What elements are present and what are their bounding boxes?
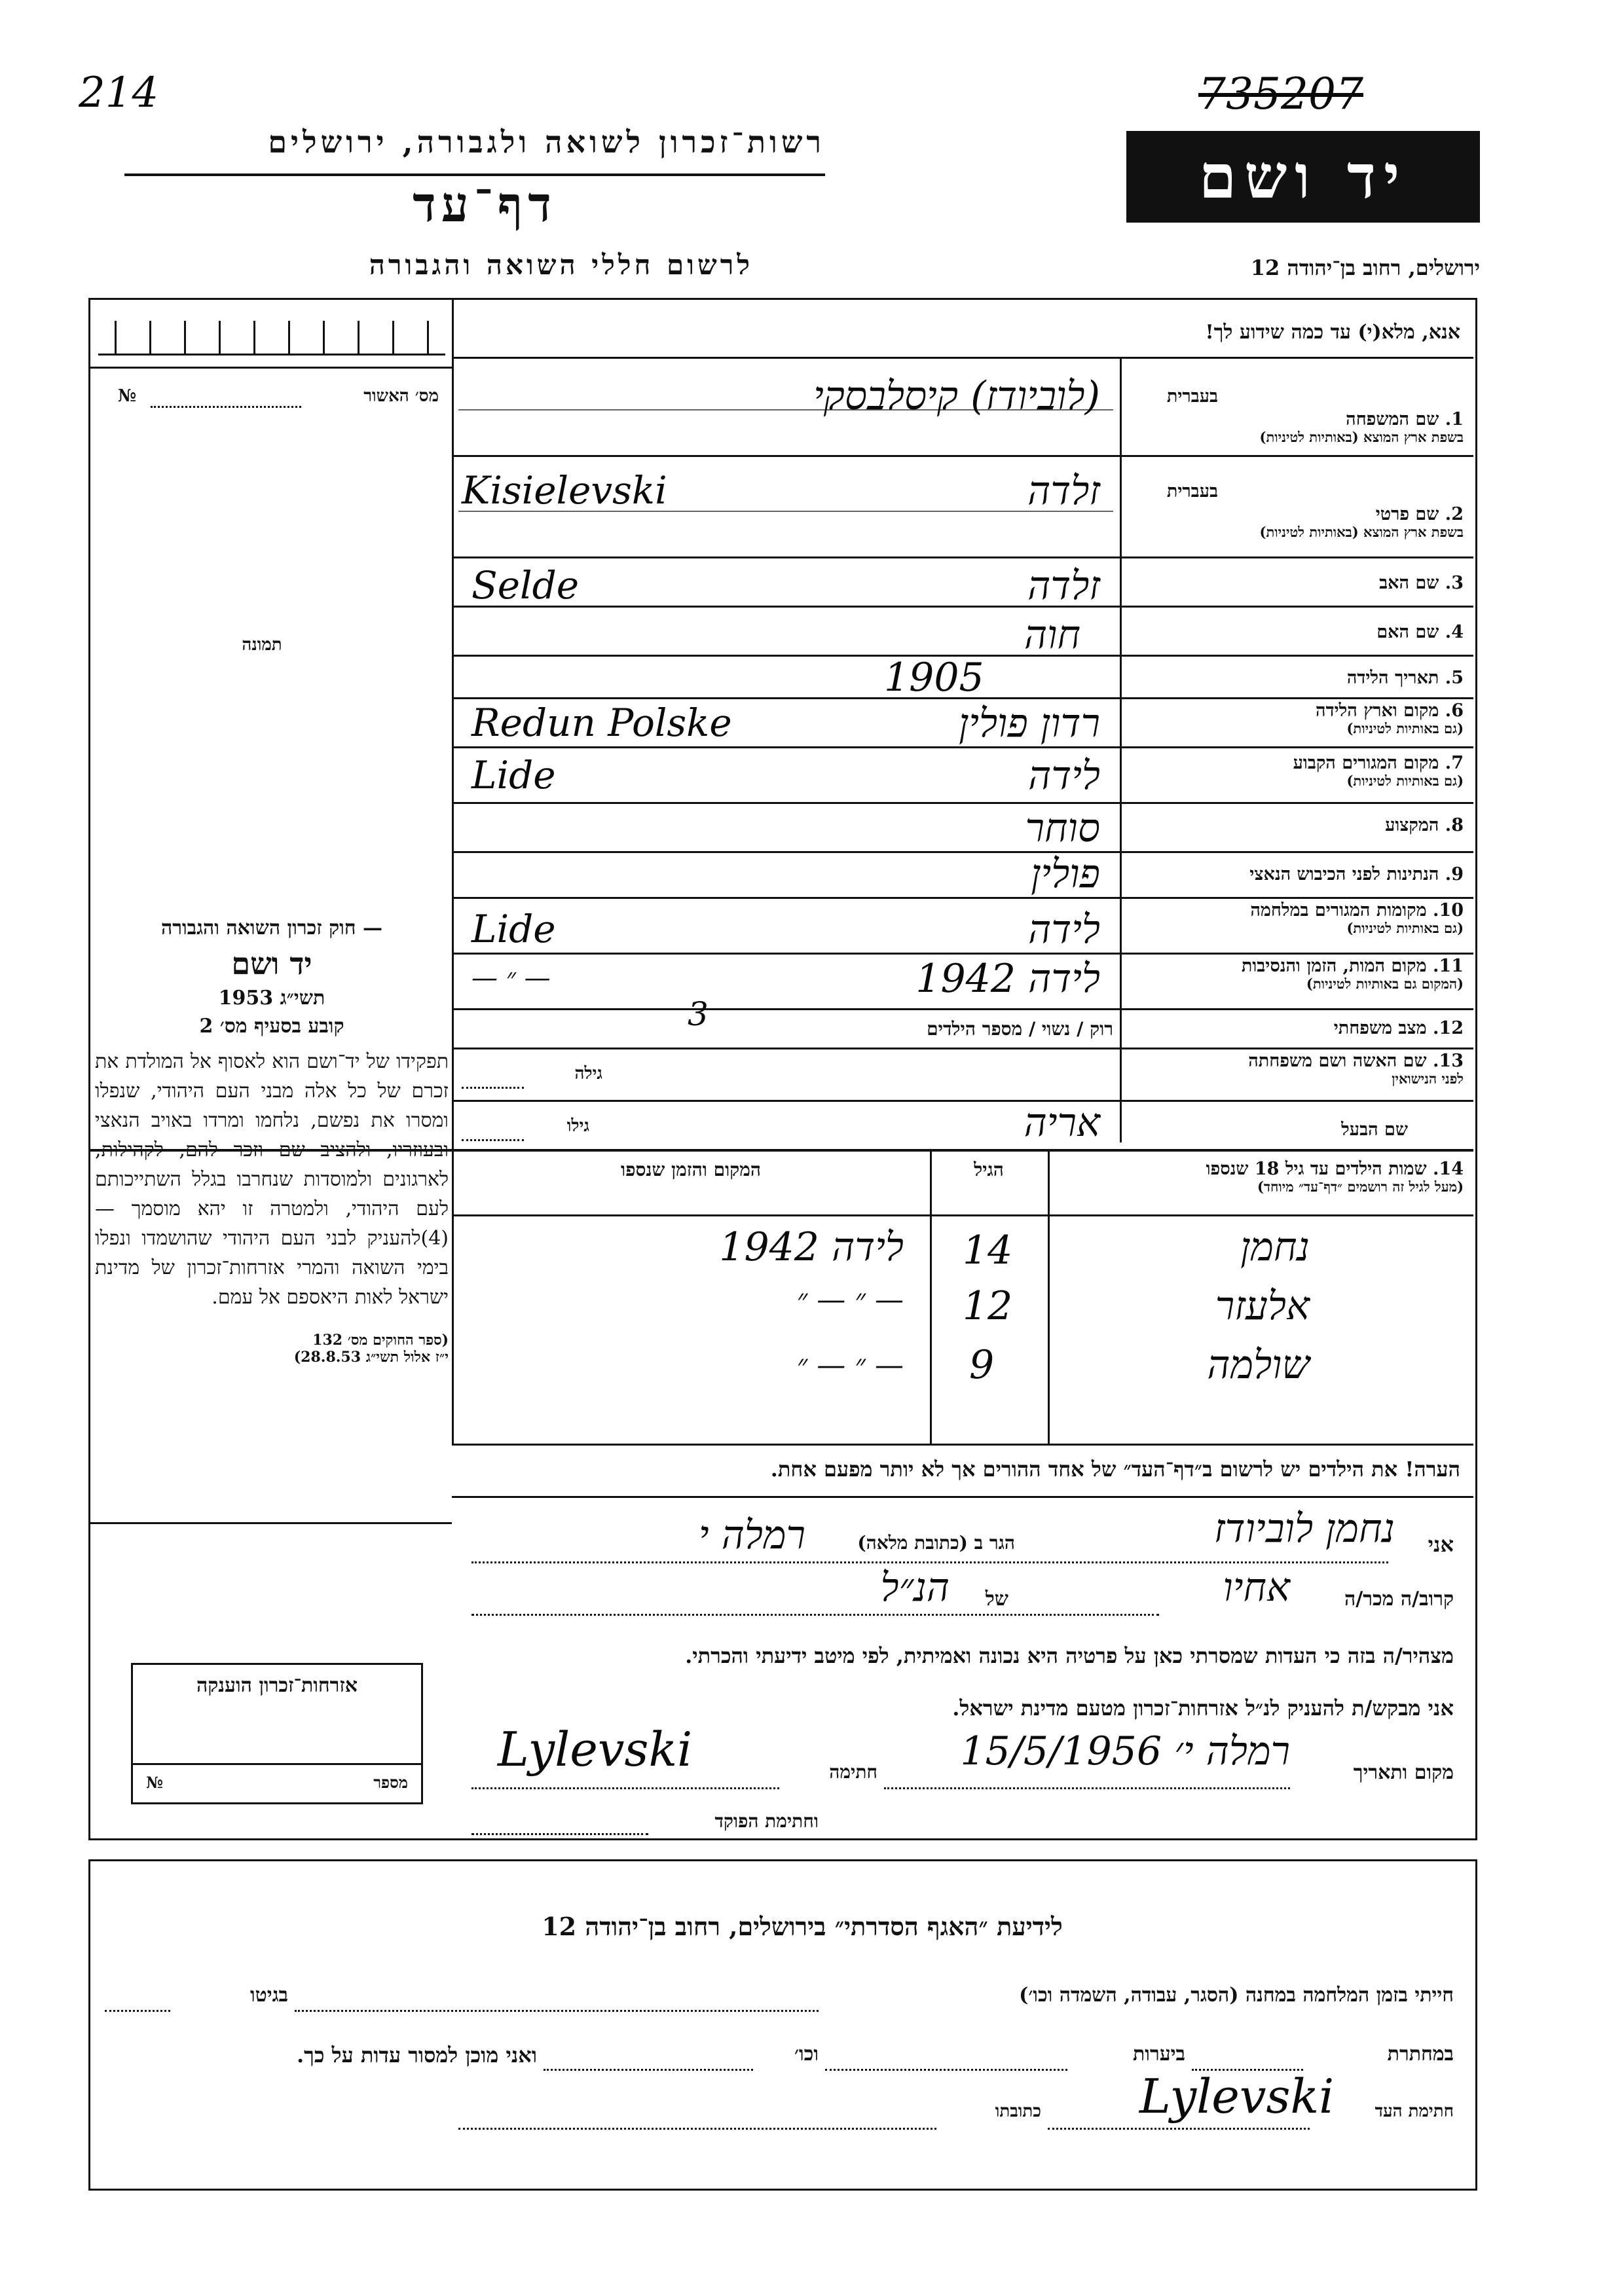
child-2-name: אלעזר bbox=[1215, 1283, 1310, 1329]
i-label: אני bbox=[1428, 1532, 1454, 1557]
page-title: דף־עד bbox=[413, 177, 557, 233]
field-1-num: 1. bbox=[1445, 409, 1464, 429]
logo-text: יד ושם bbox=[1198, 141, 1408, 212]
field-10-label bbox=[1126, 900, 1464, 936]
note: הערה! את הילדים יש לרשום ב״דף־העד״ של אחד ההורים אך לא יותר מפעם אחת. bbox=[770, 1457, 1460, 1482]
children-count: 3 bbox=[688, 995, 709, 1033]
field-11-value-lat: — ״ — bbox=[471, 963, 551, 993]
field-12-label bbox=[1126, 1018, 1464, 1038]
certificate-no-label: מס׳ האשור bbox=[363, 386, 439, 406]
citizenship-no-abbrev: № bbox=[146, 1773, 164, 1792]
field-11-value-he: לידה 1942 bbox=[915, 956, 1100, 1002]
field-9-label bbox=[1126, 864, 1464, 884]
col-place-header: המקום והזמן שנספו bbox=[621, 1159, 761, 1180]
registration-ticks bbox=[98, 321, 445, 355]
no-abbrev: № bbox=[118, 386, 137, 406]
signature-label: חתימה bbox=[829, 1761, 877, 1783]
citizenship-number-label: מספר bbox=[373, 1773, 408, 1792]
field-10-sub: (גם באותיות לטיניות) bbox=[1346, 920, 1464, 937]
field-7-value-lat: Lide bbox=[471, 753, 556, 797]
field-10-value-lat: Lide bbox=[471, 907, 556, 951]
field-11-label bbox=[1126, 956, 1464, 992]
child-1-name: נחמן bbox=[1240, 1224, 1310, 1270]
field-1-title: שם המשפחה bbox=[1346, 409, 1439, 429]
field-10-num: 10. bbox=[1433, 900, 1464, 920]
bottom-signature-value: Lylevski bbox=[1139, 2069, 1335, 2124]
of-label: של bbox=[985, 1588, 1008, 1611]
signature-value: Lylevski bbox=[498, 1722, 693, 1777]
in-hebrew-1: בעברית bbox=[1166, 386, 1218, 407]
wife-age-label: גילה bbox=[574, 1064, 602, 1084]
law-ref-1: (ספר החוקים מס׳ 132 bbox=[312, 1332, 449, 1349]
request: אני מבקש/ת להעניק לנ״ל אזרחות־זכרון מטעם מדינת ישראל. bbox=[952, 1696, 1454, 1721]
citizenship-title: אזרחות־זכרון הוענקה bbox=[196, 1674, 358, 1697]
field-11-title: מקום המות, הזמן והנסיבות bbox=[1241, 956, 1427, 976]
field-5-label bbox=[1126, 668, 1464, 688]
field-1-value: (לוביודז) קיסלבסקי bbox=[813, 373, 1100, 419]
field-5-title: תאריך הלידה bbox=[1346, 668, 1439, 688]
address: ירושלים, רחוב בן־יהודה 12 bbox=[1250, 255, 1480, 280]
field-9-value: פולין bbox=[1031, 851, 1100, 897]
bottom-etc: וכו׳ bbox=[794, 2043, 819, 2066]
children-title-text: שמות הילדים עד גיל 18 שנספו bbox=[1206, 1159, 1427, 1179]
field-8-label bbox=[1126, 815, 1464, 835]
field-2-value-lat: Kisielevski bbox=[462, 468, 667, 513]
field-4-value: חוה bbox=[1024, 612, 1080, 658]
field-3-title: שם האב bbox=[1379, 573, 1439, 593]
field-7-sub: (גם באותיות לטיניות) bbox=[1346, 773, 1464, 790]
place-date-value: רמלה י׳ 15/5/1956 bbox=[960, 1728, 1290, 1774]
field-12-num: 12. bbox=[1433, 1018, 1464, 1038]
field-3-label bbox=[1126, 573, 1464, 593]
field-9-title: הנתינות לפני הכיבוש הנאצי bbox=[1249, 864, 1439, 884]
law-name: יד ושם bbox=[231, 946, 312, 981]
child-1-place: לידה 1942 bbox=[719, 1224, 904, 1270]
authority-name: רשות־זכרון לשואה ולגבורה, ירושלים bbox=[268, 124, 825, 160]
form-subtitle: לרשום חללי השואה והגבורה bbox=[369, 249, 753, 281]
citizenship-box bbox=[131, 1663, 423, 1804]
law-year-he: תשי״ג bbox=[280, 987, 325, 1010]
field-2-num: 2. bbox=[1445, 504, 1464, 524]
child-1-age: 14 bbox=[963, 1228, 1013, 1273]
husband-age-label: גילו bbox=[566, 1116, 589, 1136]
children-subtitle: (מעל לגיל זה רושמים ״דף־עד״ מיוחד) bbox=[1257, 1178, 1464, 1195]
marital-status-text: רוק / נשוי / מספר הילדים bbox=[927, 1018, 1113, 1040]
relation-value: אחיו bbox=[1223, 1565, 1290, 1611]
field-13-num: 13. bbox=[1433, 1051, 1464, 1071]
statement: מצהיר/ה בזה כי העדות שמסרתי כאן על פרטיה היא נכונה ואמיתית, לפי מיטב ידיעתי והכרתי. bbox=[685, 1643, 1454, 1668]
child-2-age: 12 bbox=[963, 1283, 1013, 1329]
in-hebrew-2: בעברית bbox=[1166, 481, 1218, 501]
witness-name: נחמן לוביודז bbox=[1213, 1506, 1395, 1552]
child-3-place: — ״ — ״ bbox=[796, 1349, 904, 1382]
field-4-num: 4. bbox=[1445, 622, 1464, 642]
bottom-title: לידיעת ״האגף הסדרתי״ בירושלים, רחוב בן־יהודה 12 bbox=[542, 1912, 1063, 1941]
law-title: — חוק זכרון השואה והגבורה bbox=[161, 917, 382, 939]
child-2-place: — ״ — ״ bbox=[796, 1283, 904, 1317]
field-13-label bbox=[1126, 1051, 1464, 1087]
archive-number: 735207 bbox=[1198, 69, 1363, 119]
field-7-title: מקום המגורים הקבוע bbox=[1293, 753, 1439, 773]
husband-label: שם הבעל bbox=[1341, 1120, 1408, 1140]
field-11-sub: (המקום גם באותיות לטיניות) bbox=[1306, 975, 1464, 993]
husband-value: אריה bbox=[1024, 1100, 1100, 1146]
field-3-value-lat: Selde bbox=[471, 563, 580, 608]
field-9-num: 9. bbox=[1445, 864, 1464, 884]
bottom-frame bbox=[88, 1859, 1477, 2191]
page-number: 214 bbox=[79, 69, 159, 117]
field-5-value: 1905 bbox=[884, 655, 984, 701]
field-6-sub: (גם באותיות לטיניות) bbox=[1346, 720, 1464, 737]
field-6-title: מקום וארץ הלידה bbox=[1316, 701, 1439, 721]
field-4-label bbox=[1126, 622, 1464, 642]
field-10-value-he: לידה bbox=[1028, 907, 1100, 953]
place-date-label: מקום ותאריך bbox=[1353, 1761, 1454, 1784]
bottom-forests: ביערות bbox=[1132, 2043, 1185, 2066]
field-3-value-he: זלדה bbox=[1027, 563, 1100, 609]
intro-text: אנא, מלא(י) עד כמה שידוע לך! bbox=[1205, 321, 1460, 344]
field-12-title: מצב משפחתי bbox=[1333, 1018, 1427, 1038]
field-1-sub: בשפת ארץ המוצא (באותיות לטיניות) bbox=[1259, 429, 1464, 446]
field-7-value-he: לידה bbox=[1028, 753, 1100, 799]
field-10-title: מקומות המגורים במלחמה bbox=[1250, 900, 1427, 920]
field-3-num: 3. bbox=[1445, 573, 1464, 593]
bottom-willing: ואני מוכן למסור עדות על כך. bbox=[296, 2043, 537, 2068]
field-2-value-he: זלדה bbox=[1027, 468, 1100, 514]
field-8-num: 8. bbox=[1445, 815, 1464, 835]
field-6-value-lat: Redun Polske bbox=[471, 701, 732, 745]
bottom-underground: במחתרת bbox=[1387, 2043, 1454, 2066]
official-label: וחתימת הפוקד bbox=[714, 1810, 819, 1832]
relation-label: קרוב/ה מכר/ה bbox=[1344, 1588, 1454, 1611]
field-2-title: שם פרטי bbox=[1375, 504, 1439, 524]
yad-vashem-logo bbox=[1126, 131, 1480, 223]
of-value: הנ״ל bbox=[880, 1565, 950, 1611]
children-num: 14. bbox=[1433, 1159, 1464, 1179]
field-4-title: שם האם bbox=[1376, 622, 1439, 642]
bottom-line-1a: חייתי בזמן המלחמה במחנה (הסגר, עבודה, השמדה וכו׳) bbox=[1019, 1984, 1454, 2007]
law-year-num: 1953 bbox=[218, 987, 274, 1010]
bottom-signature-label: חתימת העד bbox=[1375, 2102, 1454, 2121]
law-box bbox=[95, 917, 449, 1366]
field-6-value-he: רדון פולין bbox=[958, 701, 1100, 746]
law-clause: קובע בסעיף מס׳ 2 bbox=[199, 1015, 344, 1038]
child-3-age: 9 bbox=[969, 1342, 995, 1388]
photo-label: תמונה bbox=[242, 635, 282, 655]
col-age-header: הגיל bbox=[974, 1159, 1004, 1180]
field-7-label bbox=[1126, 753, 1464, 789]
field-7-num: 7. bbox=[1445, 753, 1464, 773]
field-11-num: 11. bbox=[1433, 956, 1464, 976]
field-2-label bbox=[1126, 504, 1464, 540]
field-2-sub: בשפת ארץ המוצא (באותיות לטיניות) bbox=[1259, 524, 1464, 541]
field-8-title: המקצוע bbox=[1385, 815, 1439, 835]
children-title bbox=[1054, 1159, 1464, 1195]
field-13-sub: לפני הנישואין bbox=[1392, 1070, 1464, 1087]
field-5-num: 5. bbox=[1445, 668, 1464, 688]
field-13-title: שם האשה ושם משפחתה bbox=[1248, 1051, 1427, 1071]
child-3-name: שולמה bbox=[1207, 1342, 1310, 1388]
address-value: רמלה י bbox=[698, 1512, 805, 1558]
bottom-address-label: כתובתו bbox=[995, 2102, 1041, 2121]
field-8-value: סוחר bbox=[1025, 805, 1100, 851]
law-text: תפקידו של יד־ושם הוא לאסוף אל המולדת את זכרם של כל אלה מבני העם היהודי, שנפלו ומסרו את נפשם, נלחמו ומרדו באויב הנאצי ובעוזריו, ולהציב שם וזכר להם, לקהילות, לארגונים ולמוסדות שנחרבו בגלל השתייכותם לעם היהודי, ולמטרה זו יהא מוסמך — (4)להעניק לבני העם היהודי שהושמדו ונפלו בימי השואה והמרי אזרחות־זכרון של מדינת ישראל לאות היאספם אל עמם. bbox=[95, 1050, 449, 1309]
field-1-label bbox=[1126, 409, 1464, 445]
law-ref-2: י״ז אלול תשי״ג 28.8.53) bbox=[293, 1349, 449, 1366]
law-year bbox=[95, 987, 449, 1010]
field-6-num: 6. bbox=[1445, 701, 1464, 721]
field-6-label bbox=[1126, 701, 1464, 737]
bottom-line-1b: בגיטו bbox=[249, 1984, 288, 2007]
resides-label: הגר ב (כתובת מלאה) bbox=[857, 1532, 1015, 1554]
